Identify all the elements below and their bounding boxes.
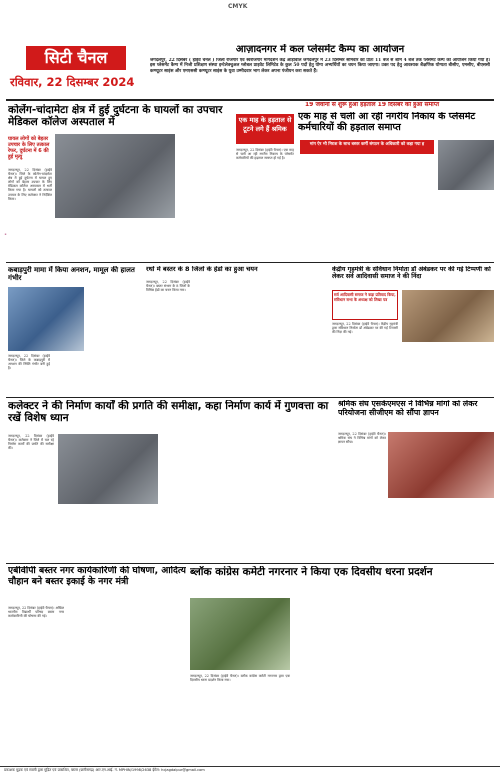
- story-8-body: जगदलपुर, 22 दिसंबर (हाईवे चैनल)। अखिल भारतीय विद्यार्थी परिषद बस्तर नगर कार्यकारिणी की घोषणा की गई।: [8, 606, 64, 619]
- story-7-body-col2: [388, 502, 440, 560]
- cmyk-mark: CMYK: [228, 3, 248, 10]
- story-9-body-col3: [362, 598, 426, 764]
- story-6-body-col4: [162, 434, 216, 560]
- story-2-body: जगदलपुर, 22 दिसंबर (हाईवे चैनल)। एक माह से चली आ रही नगरीय निकाय के प्लेसमेंट कर्मचारियों की हड़ताल समाप्त हो गई है।: [236, 148, 294, 161]
- story-4-headline: रथों में बस्तर के 8 जिलों के हेडों का हुआ चयन: [146, 266, 258, 273]
- story-6-body-col6: [278, 434, 334, 560]
- story-9-body-col4: [430, 598, 494, 764]
- story-7-photo: [388, 432, 494, 498]
- story-1-headline: कोलेंग-चांदामेटा क्षेत्र में हुई दुर्घटना के घायलों का उपचार मेडिकल कॉलेज अस्पताल में: [8, 104, 223, 129]
- story-9-headline: ब्लॉक कांग्रेस कमेटी नगरनार ने किया एक दिवसीय धरना प्रदर्शन: [190, 566, 433, 578]
- section-title: सिटी चैनल: [26, 46, 126, 70]
- top-story-body: जगदलपुर, 22 दिसंबर ( हाईवे चैनल ) जिला रोजगार एवं स्वरोजगार मार्गदर्शन केंद्र आड़ावाल जगदलपुर में 23 दिसम्बर सोमवार को प्रातः 11 बजे से शाम 4 बजे तक प्लेसमेंट कैम्प का आयोजन किया गया है। इस प्लेसमेंट कैम्प में निजी प्रशिक्षण संस्था इन्टेलेक्चुअल ग्लोबल प्राइवेट लिमिटेड के कुल 50 पदों हेतु योग्य अभ्यर्थियों का चयन किया जाएगा। उक्त पद हेतु आवश्यक शैक्षणिक योग्यता बीसीए, एमसीए, बीएससी कम्प्यूटर साइंस और एमएससी कम्प्यूटर साइंस के युवा उम्मीदवार भाग लेकर अपना पंजीयन करा सकते हैं।: [150, 58, 490, 74]
- top-story-headline: आज़ादनगर में कल प्लेसमेंट कैम्प का आयोजन: [235, 44, 405, 55]
- story-7-body-col3: [444, 502, 494, 560]
- divider: [6, 397, 494, 398]
- story-2-tag: एक माह के हड़ताल से टूटने लगे हैं श्रमिक: [236, 114, 294, 144]
- story-5-body: जगदलपुर, 22 दिसंबर (हाईवे चैनल)। केंद्रीय गृहमंत्री द्वारा संविधान निर्माता डॉ अंबेडकर पर की गई टिप्पणी की निंदा की गई।: [332, 322, 398, 335]
- story-2-body-col4: [438, 194, 494, 260]
- story-7-body: जगदलपुर, 22 दिसंबर (हाईवे चैनल)। श्रमिक संघ ने विभिन्न मांगों को लेकर ज्ञापन सौंपा।: [338, 432, 386, 445]
- story-9-body-col2: [294, 598, 358, 764]
- story-2-subhead: मांग ऐर भी निराश के साथ बस्तर कर्मी संगठन के अधिकारी को कहा गया ह: [300, 140, 434, 154]
- story-6-body: जगदलपुर, 22 दिसंबर (हाईवे चैनल)। कलेक्टर ने जिले में चल रहे निर्माण कार्यों की प्रगति की समीक्षा की।: [8, 434, 54, 451]
- story-4-body-col2: [193, 280, 237, 394]
- imprint-footer: प्रकाशक मुद्रक एवं स्वामी द्वारा मुद्रित एवं प्रकाशित, बस्तर (छत्तीसगढ़) आर.एन.आई. नं. MPHIN/1998/2638 ईमेल: hcjagdalpur@gmail.com: [0, 766, 500, 781]
- story-2-photo: [438, 140, 494, 190]
- story-2-body-col3: [368, 156, 432, 260]
- edition-date: रविवार, 22 दिसम्बर 2024: [10, 75, 135, 89]
- story-1-body-col3: [55, 222, 175, 260]
- story-3-headline: कबाड़पुरी मामा में किया अनशन, मामूल की हालत गंभीर: [8, 266, 135, 283]
- story-4-body-col4: [287, 280, 327, 394]
- story-1-photo: [55, 134, 175, 218]
- story-9-body: जगदलपुर, 22 दिसंबर (हाईवे चैनल)। ब्लॉक कांग्रेस कमेटी नगरनार द्वारा एक दिवसीय धरना प्रदर्शन किया गया।: [190, 674, 290, 683]
- story-5-highlight: सर्व आदिवासी समाज ने कड़ा प्रतिवाद किया, संविधान सभा के अध्यक्ष को लिखा पत्र: [332, 290, 398, 320]
- story-5-headline: केंद्रीय गृहमंत्री के संविधान निर्माता डॉ अंबेडकर पर की गई टिप्पणी को लेकर सर्व आदिवासी समाज ने की निंदा: [332, 266, 491, 281]
- story-1-body: जगदलपुर, 22 दिसंबर (हाईवे चैनल)। जिले के कोलेंग-चांदामेटा क्षेत्र में हुई दुर्घटना में घायल हुए लोगों को बेहतर उपचार के लिए मेडिकल कॉलेज अस्पताल में भर्ती किया गया है। घायलों को तत्काल उपचार के लिए कलेक्टर ने निर्देशित किया।: [8, 168, 52, 201]
- story-8-body-col3: [128, 606, 186, 764]
- story-6-headline: कलेक्टर ने की निर्माण कार्यों की प्रगति की समीक्षा, कहा निर्माण कार्य में गुणवत्ता का रखें विशेष ध्यान: [8, 400, 329, 425]
- story-5-photo: [402, 290, 494, 342]
- story-7-headline: श्रमिक संघ एसकेएमएस ने विभिन्न मांगों को लेकर परियोजना सीजीएम को सौंपा ज्ञापन: [338, 400, 478, 417]
- story-4-body: जगदलपुर, 22 दिसंबर (हाईवे चैनल)। बस्तर संभाग के 8 जिलों के विभिन्न हेडों का चयन किया गया।: [146, 280, 190, 293]
- story-9-photo: [190, 598, 290, 670]
- registration-mark: ·: [4, 230, 8, 239]
- story-6-body-col3: [112, 508, 158, 560]
- story-6-body-col5: [220, 434, 274, 560]
- story-1-body-col2: [178, 134, 228, 260]
- story-8-body-col2: [68, 606, 124, 764]
- divider: [6, 99, 494, 101]
- story-4-body-col3: [240, 280, 284, 394]
- story-3-body-col3: [88, 287, 140, 394]
- story-1-highlight: घायल लोगों को बेहतर उपचार के लिए तत्काल रेफर, दुर्घटना में 6 की हुई मृत्यु: [8, 136, 50, 160]
- divider: [6, 262, 494, 263]
- story-6-body-col2: [58, 508, 108, 560]
- story-5-body-col2: [402, 345, 494, 394]
- story-3-photo: [8, 287, 84, 351]
- story-2-banner: 19 जवानों से शुरू हुआ हड़ताल 19 दिसंबर को हुआ समाप्त: [305, 102, 439, 108]
- divider: [6, 563, 494, 564]
- story-2-headline: एक माह से चली आ रही नगरीय निकाय के प्लेसमेंट कर्मचारियों की हड़ताल समाप्त: [298, 112, 476, 133]
- story-6-photo: [58, 434, 158, 504]
- story-8-headline: एबीवीपी बस्तर नगर कार्यकारिणी की घोषणा, आदित्य चौहान बने बस्तर इकाई के नगर मंत्री: [8, 566, 186, 587]
- story-3-body: जगदलपुर, 22 दिसंबर (हाईवे चैनल)। जिले के कबाड़पुरी में अनशन की स्थिति गंभीर बनी हुई है।: [8, 354, 50, 371]
- story-2-body-col2: [300, 156, 364, 260]
